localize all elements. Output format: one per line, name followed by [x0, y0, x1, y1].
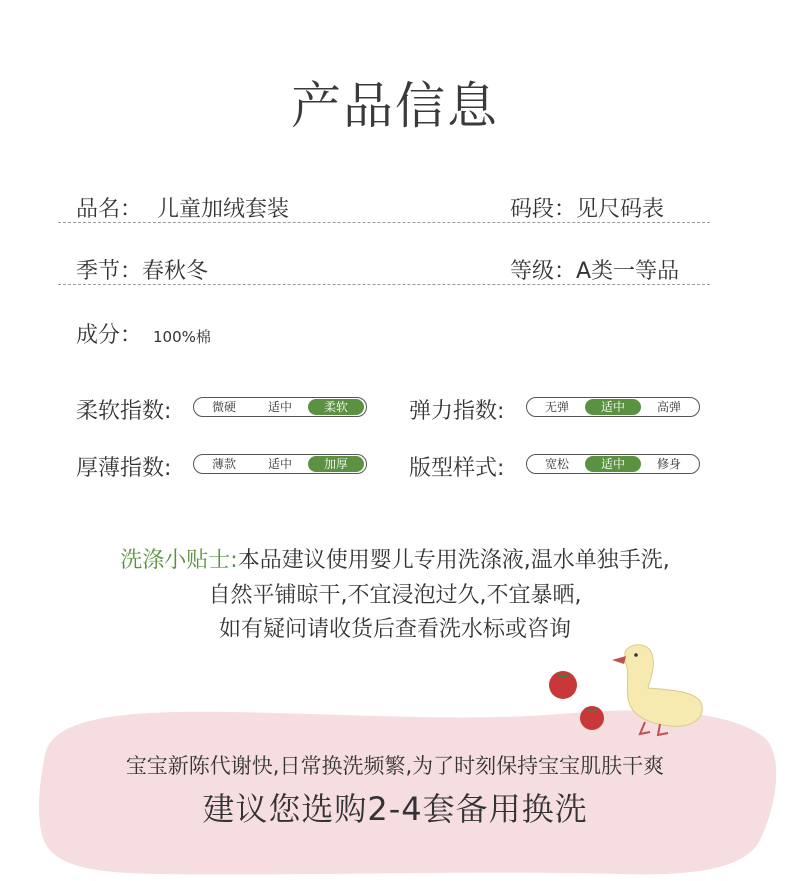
- banner-line2: 建议您选购2-4套备用换洗: [202, 790, 588, 828]
- product-name-row: [76, 192, 289, 223]
- banner-line1: 宝宝新陈代谢快,日常换洗频繁,为了时刻保持宝宝肌肤干爽: [125, 754, 665, 778]
- product-name-label: 品名：: [76, 197, 143, 222]
- fit-label: 版型样式:: [409, 456, 505, 481]
- softness-label: 柔软指数:: [76, 399, 172, 424]
- season-value: 春秋冬: [142, 259, 209, 284]
- elasticity-scale: [526, 397, 700, 417]
- size-row: [510, 192, 664, 223]
- softness-scale: [193, 397, 367, 417]
- scale-option: 薄款: [211, 457, 236, 471]
- grade-label: 等级：: [510, 259, 577, 284]
- washing-tips-heading: 洗涤小贴士:: [120, 548, 238, 573]
- scale-option: 适中: [267, 457, 292, 471]
- tomato-icon: [549, 671, 577, 699]
- material-value: 100%棉: [153, 328, 211, 346]
- scale-option-selected: 适中: [585, 399, 641, 415]
- tomato-icon: [580, 706, 604, 730]
- page-title: 产品信息: [291, 77, 499, 135]
- product-name-value: 儿童加绒套装: [157, 197, 290, 222]
- scale-option: 高弹: [656, 400, 681, 414]
- grade-row: [510, 254, 679, 285]
- fit-scale: [526, 454, 700, 474]
- grade-value: A类一等品: [576, 259, 680, 284]
- washing-tips-line2: 自然平铺晾干,不宜浸泡过久,不宜暴晒,: [208, 583, 582, 608]
- size-value: 见尺码表: [576, 197, 665, 222]
- thickness-scale: [193, 454, 367, 474]
- divider: [58, 284, 710, 285]
- material-row: [76, 318, 211, 349]
- washing-tips-text: 本品建议使用婴儿专用洗涤液,温水单独手洗,: [237, 548, 670, 573]
- scale-option: 修身: [656, 457, 681, 471]
- scale-option: 无弹: [544, 400, 569, 414]
- thickness-label: 厚薄指数:: [76, 456, 172, 481]
- scale-option-selected: 柔软: [308, 399, 364, 415]
- scale-option-selected: 适中: [585, 456, 641, 472]
- scale-option-selected: 加厚: [308, 456, 364, 472]
- season-label: 季节：: [76, 259, 143, 284]
- washing-tips-line3: 如有疑问请收货后查看洗水标或咨询: [218, 617, 571, 642]
- material-label: 成分：: [76, 323, 143, 348]
- scale-option: 微硬: [211, 400, 236, 414]
- washing-tips-line1: [0, 543, 790, 574]
- scale-option: 宽松: [544, 457, 569, 471]
- elasticity-label: 弹力指数:: [409, 399, 505, 424]
- scale-option: 适中: [267, 400, 292, 414]
- divider: [58, 222, 710, 223]
- season-row: [76, 254, 208, 285]
- size-label: 码段：: [510, 197, 577, 222]
